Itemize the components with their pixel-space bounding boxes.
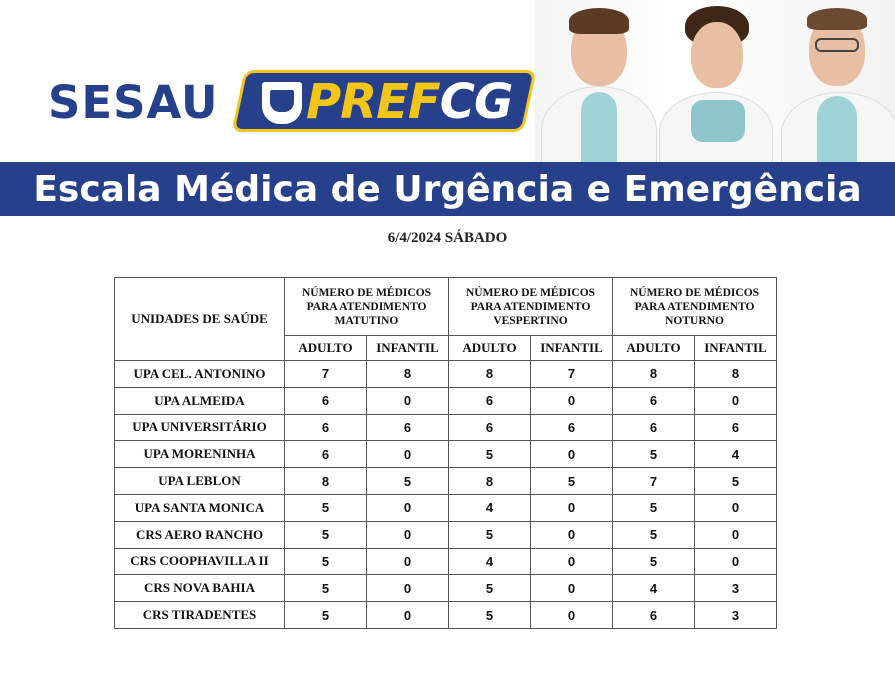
doctors-photo [535, 0, 895, 162]
cell-value: 5 [449, 521, 531, 548]
cell-value: 0 [531, 387, 613, 414]
cell-value: 5 [285, 494, 367, 521]
cell-value: 8 [695, 361, 777, 388]
group-header-matutino [285, 278, 449, 336]
city-emblem-icon [262, 82, 302, 124]
table-row [115, 387, 777, 414]
doctor-figure [651, 0, 771, 162]
page-title: Escala Médica de Urgência e Emergência [33, 168, 862, 210]
cell-value: 5 [449, 441, 531, 468]
unit-name: UPA ALMEIDA [115, 387, 285, 414]
sub-header-infantil: INFANTIL [531, 336, 613, 361]
cell-value: 0 [531, 602, 613, 629]
group-header-line: NOTURNO [665, 314, 724, 327]
cell-value: 0 [367, 548, 449, 575]
table-row [115, 494, 777, 521]
cell-value: 0 [367, 521, 449, 548]
cell-value: 8 [367, 361, 449, 388]
unit-column-header: UNIDADES DE SAÚDE [115, 278, 285, 361]
cell-value: 0 [367, 494, 449, 521]
cell-value: 5 [613, 441, 695, 468]
cell-value: 4 [695, 441, 777, 468]
group-header-line: NÚMERO DE MÉDICOS [301, 286, 432, 299]
cell-value: 0 [695, 521, 777, 548]
cell-value: 6 [531, 414, 613, 441]
cell-value: 0 [367, 602, 449, 629]
cell-value: 4 [613, 575, 695, 602]
cell-value: 8 [449, 468, 531, 495]
doctor-figure [771, 0, 895, 162]
sesau-logo: SESAU [48, 76, 219, 129]
cell-value: 0 [367, 575, 449, 602]
cell-value: 4 [449, 494, 531, 521]
prefcg-logo-cg: CG [439, 74, 513, 130]
cell-value: 3 [695, 575, 777, 602]
cell-value: 0 [695, 548, 777, 575]
sub-header-infantil: INFANTIL [695, 336, 777, 361]
cell-value: 6 [613, 387, 695, 414]
table-row [115, 414, 777, 441]
sub-header-infantil: INFANTIL [367, 336, 449, 361]
cell-value: 6 [613, 414, 695, 441]
cell-value: 0 [531, 441, 613, 468]
table-row [115, 361, 777, 388]
cell-value: 8 [285, 468, 367, 495]
group-header-line: PARA ATENDIMENTO [634, 300, 755, 313]
table-row [115, 575, 777, 602]
unit-name: UPA MORENINHA [115, 441, 285, 468]
cell-value: 6 [285, 441, 367, 468]
cell-value: 0 [531, 575, 613, 602]
title-bar [0, 162, 895, 216]
sub-header-adulto: ADULTO [285, 336, 367, 361]
cell-value: 5 [285, 521, 367, 548]
group-header-line: VESPERTINO [493, 314, 568, 327]
unit-name: CRS COOPHAVILLA II [115, 548, 285, 575]
group-header-line: NÚMERO DE MÉDICOS [465, 286, 596, 299]
unit-name: UPA SANTA MONICA [115, 494, 285, 521]
unit-name: UPA CEL. ANTONINO [115, 361, 285, 388]
cell-value: 7 [285, 361, 367, 388]
group-header-vespertino [449, 278, 613, 336]
cell-value: 7 [531, 361, 613, 388]
prefcg-logo-pref: PREF [306, 74, 440, 130]
sub-header-adulto: ADULTO [449, 336, 531, 361]
schedule-table [114, 277, 777, 629]
cell-value: 6 [367, 414, 449, 441]
cell-value: 6 [285, 387, 367, 414]
cell-value: 5 [285, 602, 367, 629]
table-row [115, 548, 777, 575]
unit-name: UPA UNIVERSITÁRIO [115, 414, 285, 441]
cell-value: 7 [613, 468, 695, 495]
cell-value: 5 [613, 521, 695, 548]
cell-value: 5 [613, 548, 695, 575]
table-row [115, 521, 777, 548]
cell-value: 0 [367, 441, 449, 468]
cell-value: 6 [695, 414, 777, 441]
cell-value: 5 [367, 468, 449, 495]
group-header-line: PARA ATENDIMENTO [306, 300, 427, 313]
group-header-noturno [613, 278, 777, 336]
unit-name: UPA LEBLON [115, 468, 285, 495]
cell-value: 6 [449, 414, 531, 441]
sub-header-adulto: ADULTO [613, 336, 695, 361]
cell-value: 0 [531, 548, 613, 575]
table-row [115, 602, 777, 629]
cell-value: 5 [449, 602, 531, 629]
table-row [115, 441, 777, 468]
cell-value: 8 [613, 361, 695, 388]
prefcg-logo-text [306, 74, 512, 130]
unit-name: CRS NOVA BAHIA [115, 575, 285, 602]
group-header-line: MATUTINO [334, 314, 399, 327]
cell-value: 6 [449, 387, 531, 414]
cell-value: 6 [613, 602, 695, 629]
unit-name: CRS AERO RANCHO [115, 521, 285, 548]
cell-value: 5 [613, 494, 695, 521]
cell-value: 5 [449, 575, 531, 602]
schedule-date: 6/4/2024 SÁBADO [387, 230, 508, 246]
cell-value: 8 [449, 361, 531, 388]
group-header-line: NÚMERO DE MÉDICOS [629, 286, 760, 299]
cell-value: 5 [285, 548, 367, 575]
cell-value: 0 [695, 387, 777, 414]
unit-name: CRS TIRADENTES [115, 602, 285, 629]
cell-value: 0 [367, 387, 449, 414]
cell-value: 0 [695, 494, 777, 521]
cell-value: 3 [695, 602, 777, 629]
cell-value: 5 [695, 468, 777, 495]
cell-value: 0 [531, 494, 613, 521]
cell-value: 0 [531, 521, 613, 548]
table-row [115, 468, 777, 495]
cell-value: 5 [285, 575, 367, 602]
group-header-line: PARA ATENDIMENTO [470, 300, 591, 313]
header-banner [0, 0, 895, 216]
cell-value: 4 [449, 548, 531, 575]
doctor-figure [535, 0, 655, 162]
cell-value: 5 [531, 468, 613, 495]
cell-value: 6 [285, 414, 367, 441]
